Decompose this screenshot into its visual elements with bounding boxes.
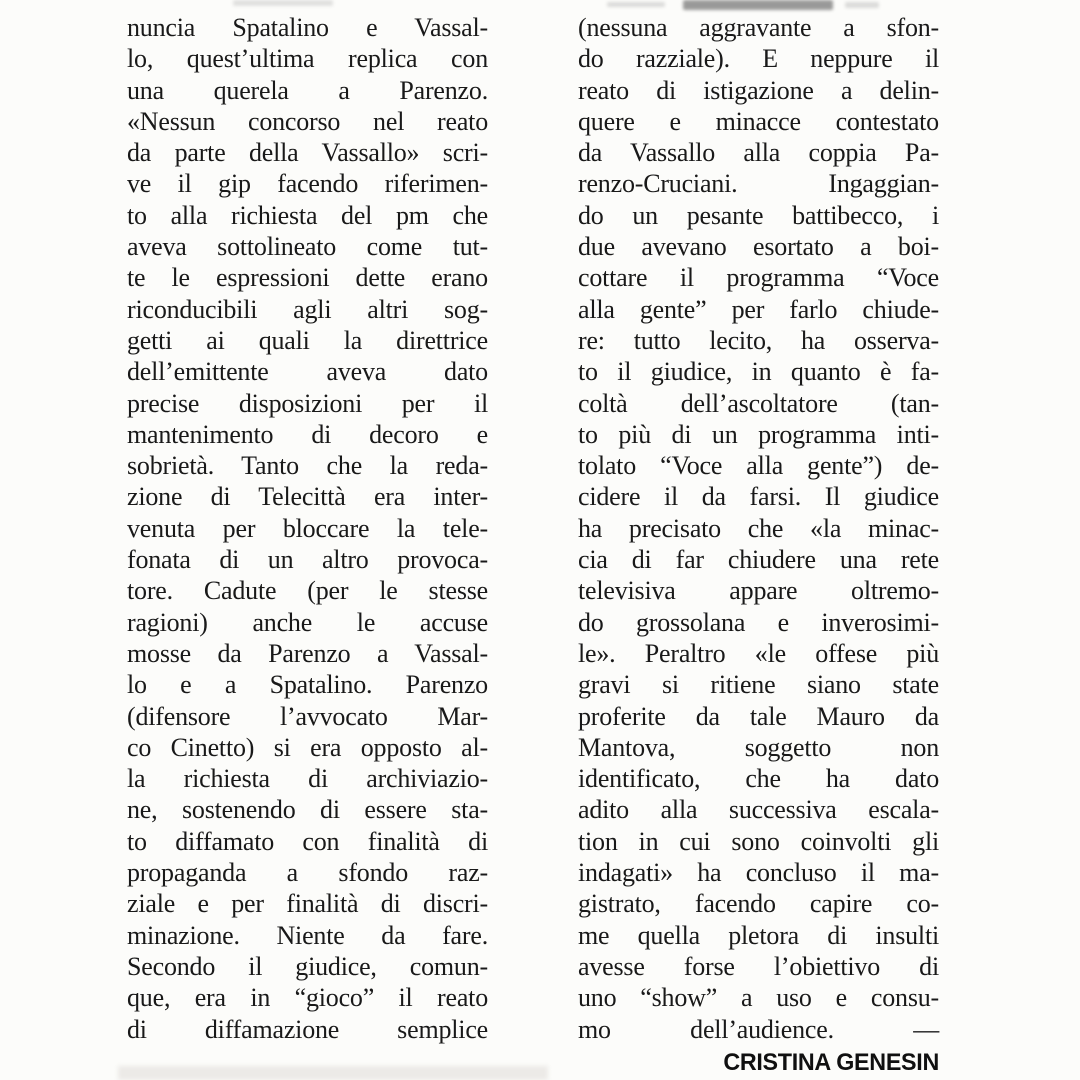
- text-line: le». Peraltro «le offese più: [578, 638, 939, 668]
- text-line: to diffamato con finalità di: [127, 826, 488, 856]
- text-line: do grossolana e inverosimi-: [578, 607, 939, 637]
- text-line: to alla richiesta del pm che: [127, 200, 488, 230]
- text-line: lo e a Spatalino. Parenzo: [127, 670, 488, 700]
- text-line: gravi si ritiene siano state: [578, 670, 939, 700]
- text-line: fonata di un altro provoca-: [127, 545, 488, 575]
- text-line: di diffamazione semplice: [127, 1014, 488, 1044]
- cropped-print-remnant: [233, 0, 333, 6]
- text-line: identificato, che ha dato: [578, 764, 939, 794]
- text-line: do un pesante battibecco, i: [578, 200, 939, 230]
- text-line: da parte della Vassallo» scri-: [127, 138, 488, 168]
- text-line: venuta per bloccare la tele-: [127, 513, 488, 543]
- article-body: [127, 12, 939, 1077]
- text-line: alla gente” per farlo chiude-: [578, 294, 939, 324]
- text-line: tion in cui sono coinvolti gli: [578, 826, 939, 856]
- cropped-print-remnant: [845, 2, 879, 8]
- text-line: sobrietà. Tanto che la reda-: [127, 451, 488, 481]
- text-line: tore. Cadute (per le stesse: [127, 576, 488, 606]
- text-line: te le espressioni dette erano: [127, 263, 488, 293]
- text-line: re: tutto lecito, ha osserva-: [578, 325, 939, 355]
- text-line: avesse forse l’obiettivo di: [578, 951, 939, 981]
- text-line: getti ai quali la direttrice: [127, 325, 488, 355]
- text-line: ve il gip facendo riferimen-: [127, 169, 488, 199]
- text-line: precise disposizioni per il: [127, 388, 488, 418]
- text-line: (nessuna aggravante a sfon-: [578, 13, 939, 42]
- text-line: ha precisato che «la minac-: [578, 513, 939, 543]
- text-line: me quella pletora di insulti: [578, 920, 939, 950]
- text-line: cottare il programma “Voce: [578, 263, 939, 293]
- text-line: zione di Telecittà era inter-: [127, 482, 488, 512]
- text-line: reato di istigazione a delin-: [578, 75, 939, 105]
- text-line: mo dell’audience. —: [578, 1014, 939, 1044]
- article-column-left: [127, 12, 488, 1077]
- text-line: Mantova, soggetto non: [578, 732, 939, 762]
- text-line: due avevano esortato a boi-: [578, 232, 939, 262]
- text-line: to il giudice, in quanto è fa-: [578, 357, 939, 387]
- text-line: co Cinetto) si era opposto al-: [127, 732, 488, 762]
- text-line: quere e minacce contestato: [578, 106, 939, 136]
- text-line: dell’emittente aveva dato: [127, 357, 488, 387]
- text-line: renzo-Cruciani. Ingaggian-: [578, 169, 939, 199]
- cropped-print-remnant: [683, 0, 833, 10]
- text-line: gistrato, facendo capire co-: [578, 889, 939, 919]
- text-line: do razziale). E neppure il: [578, 44, 939, 74]
- text-line: tolato “Voce alla gente”) de-: [578, 451, 939, 481]
- text-line: Secondo il giudice, comun-: [127, 951, 488, 981]
- text-line: uno “show” a uso e consu-: [578, 983, 939, 1013]
- author-byline: CRISTINA GENESIN: [723, 1048, 939, 1076]
- cropped-print-remnant: [607, 2, 665, 7]
- text-line: indagati» ha concluso il ma-: [578, 858, 939, 888]
- text-line: nuncia Spatalino e Vassal-: [127, 13, 488, 42]
- text-line: una querela a Parenzo.: [127, 75, 488, 105]
- text-line: ziale e per finalità di discri-: [127, 889, 488, 919]
- text-line: minazione. Niente da fare.: [127, 920, 488, 950]
- text-line: que, era in “gioco” il reato: [127, 983, 488, 1013]
- text-line: mantenimento di decoro e: [127, 419, 488, 449]
- text-line: «Nessun concorso nel reato: [127, 106, 488, 136]
- text-line: la richiesta di archiviazio-: [127, 764, 488, 794]
- text-line: riconducibili agli altri sog-: [127, 294, 488, 324]
- text-line: aveva sottolineato come tut-: [127, 232, 488, 262]
- text-line: ragioni) anche le accuse: [127, 607, 488, 637]
- text-line: adito alla successiva escala-: [578, 795, 939, 825]
- text-line: cia di far chiudere una rete: [578, 545, 939, 575]
- article-column-right: [578, 12, 939, 1077]
- text-line: da Vassallo alla coppia Pa-: [578, 138, 939, 168]
- text-line: coltà dell’ascoltatore (tan-: [578, 388, 939, 418]
- text-line: to più di un programma inti-: [578, 419, 939, 449]
- text-line: televisiva appare oltremo-: [578, 576, 939, 606]
- text-line: ne, sostenendo di essere sta-: [127, 795, 488, 825]
- text-line: proferite da tale Mauro da: [578, 701, 939, 731]
- text-line: lo, quest’ultima replica con: [127, 44, 488, 74]
- text-line: (difensore l’avvocato Mar-: [127, 701, 488, 731]
- text-line: mosse da Parenzo a Vassal-: [127, 638, 488, 668]
- text-line: cidere il da farsi. Il giudice: [578, 482, 939, 512]
- text-line: propaganda a sfondo raz-: [127, 858, 488, 888]
